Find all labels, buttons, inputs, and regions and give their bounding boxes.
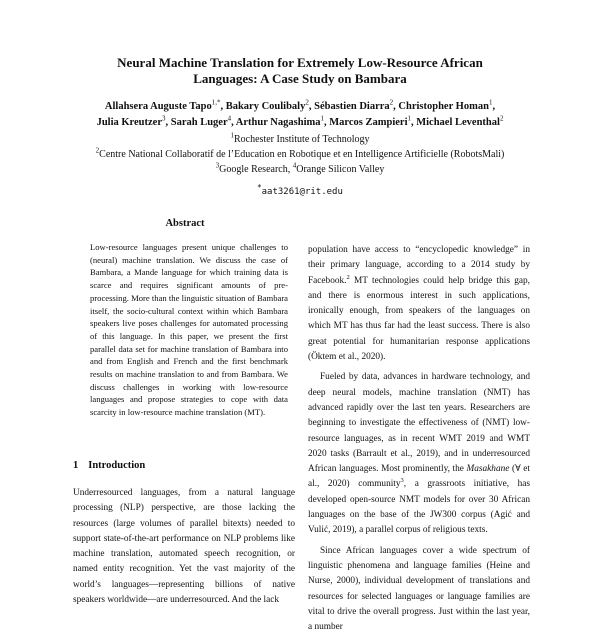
section-number: 1 <box>73 460 79 471</box>
right-paragraph-3: Since African languages cover a wide spectrum of linguistic phenomena and language families (Heine and Nurse, 2000), individual development of translations and resources for selected languages or language families are vital to drive the overall progress. Just within the last year, a number <box>308 545 530 633</box>
contact-email <box>20 182 580 198</box>
footnote-marker-2: 2 <box>346 273 350 281</box>
author-separator: , <box>231 117 236 128</box>
affiliation-1-text: Rochester Institute of Technology <box>234 134 370 145</box>
email-text: aat3261@rit.edu <box>261 187 343 197</box>
affiliation-1-mark: 1 <box>230 131 234 140</box>
introduction-paragraph <box>73 486 295 608</box>
affiliation-3-4 <box>20 162 580 177</box>
right-p1-text-a: population have access to “encyclopedic knowledge” in their primary language, according to a 2014 study by Facebook. <box>308 245 530 286</box>
right-paragraph-1 <box>308 243 530 365</box>
footnote-marker-3: 3 <box>400 477 404 485</box>
section-title: Introduction <box>88 460 146 471</box>
author-affiliation-mark: 1 <box>320 114 324 123</box>
paper-title <box>40 55 560 87</box>
author-list <box>30 99 570 131</box>
right-column <box>308 243 530 635</box>
masakhane-italic: Masakhane <box>466 464 510 475</box>
introduction-text: Underresourced languages, from a natural language processing (NLP) perspective, are those lacking the resources (large volumes of parallel bitexts) needed to support state-of-the-art performance on NLP problems like machine translation, automated speech recognition, or named entity recognition. Yet the vast majority of the world’s languages—representing billions of native speakers worldwide—are underresourced. And the lack <box>73 488 295 606</box>
right-p2-text-c: , a grassroots initiative, has developed open-source NMT models for over 30 African languages on the base of the JW300 corpus (Agić and Vulić, 2019), a parallel corpus of religious texts. <box>308 479 530 536</box>
title-line-1: Neural Machine Translation for Extremely Low-Resource African <box>117 55 483 70</box>
affiliation-4-mark: 4 <box>292 161 297 170</box>
affiliation-2 <box>20 147 580 162</box>
author-name: Marcos Zampieri <box>329 117 408 128</box>
affiliation-2-mark: 2 <box>95 146 100 155</box>
abstract-text: Low-resource languages present unique challenges to (neural) machine translation. We discuss the case of Bambara, a Mande language for which training data is scarce and requires significant amounts of pre-processing. More than the linguistic situation of Bambara itself, the socio-cultural context within which Bambara speakers live poses challenges for automated processing of this language. In this paper, we present the first parallel data set for machine translation of Bambara into and from English and French and the first benchmark results on machine translation to and from Bambara. We discuss challenges in working with low-resource languages and propose strategies to cope with data scarcity in low-resource machine translation (MT). <box>90 242 288 418</box>
author-separator: , <box>410 117 417 128</box>
affiliation-1 <box>20 132 580 147</box>
author-name: Michael Leventhal <box>416 117 500 128</box>
author-name: Sarah Luger <box>170 117 228 128</box>
right-paragraph-2 <box>308 370 530 538</box>
author-name: Allahsera Auguste Tapo <box>104 101 212 112</box>
author-affiliation-mark: 4 <box>227 114 232 123</box>
author-separator: , <box>323 117 330 128</box>
author-affiliation-mark: 2 <box>305 98 309 107</box>
section-heading-introduction <box>73 460 145 471</box>
affiliation-2-text: Centre National Collaboratif de l’Education en Robotique et en Intelligence Artificielle (RobotsMali) <box>99 149 505 160</box>
author-separator: , <box>393 101 399 112</box>
affiliation-4-text: Orange Silicon Valley <box>296 164 385 175</box>
title-line-2: Languages: A Case Study on Bambara <box>193 71 407 86</box>
abstract-heading: Abstract <box>165 218 205 229</box>
author-name: Bakary Coulibaly <box>225 101 306 112</box>
right-p2-text-a: Fueled by data, advances in hardware technology, and deep neural models, machine translation (NMT) has advanced rapidly over the last ten years. Researchers are beginning to investigate the effectiveness of (NMT) low-resource languages, as in recent WMT 2019 and WMT 2020 tasks (Barrault et al., 2019), and in underresourced African languages. Most prominently, the <box>308 372 530 475</box>
author-name: Julia Kreutzer <box>96 117 162 128</box>
affiliations <box>20 132 580 177</box>
author-separator: , <box>220 101 226 112</box>
author-name: Sébastien Diarra <box>314 101 390 112</box>
affiliation-3-mark: 3 <box>215 161 220 170</box>
author-separator: , <box>492 101 496 112</box>
author-affiliation-mark: 1 <box>488 98 493 107</box>
affiliation-3-text: Google Research, <box>219 164 293 175</box>
author-affiliation-mark: 3 <box>161 114 166 123</box>
author-affiliation-mark: 1 <box>407 114 411 123</box>
right-p1-text-b: MT technologies could help bridge this gap, and there is enormous interest in such applications, ironically enough, from speakers of the languages on which MT has thus far had the least success. There is also great potential for humanitarian response applications (Öktem et al., 2020). <box>308 275 530 363</box>
author-name: Christopher Homan <box>398 101 489 112</box>
email-mark: * <box>257 183 262 192</box>
author-affiliation-mark: 2 <box>389 98 394 107</box>
author-separator: , <box>308 101 315 112</box>
author-separator: , <box>165 117 171 128</box>
author-row-1 <box>30 99 570 115</box>
author-affiliation-mark: 2 <box>499 114 504 123</box>
author-affiliation-mark: 1,* <box>211 98 221 107</box>
right-p2-text-b: (∀ et al., 2020) community <box>308 464 530 490</box>
author-name: Arthur Nagashima <box>235 117 321 128</box>
author-row-2 <box>30 115 570 131</box>
